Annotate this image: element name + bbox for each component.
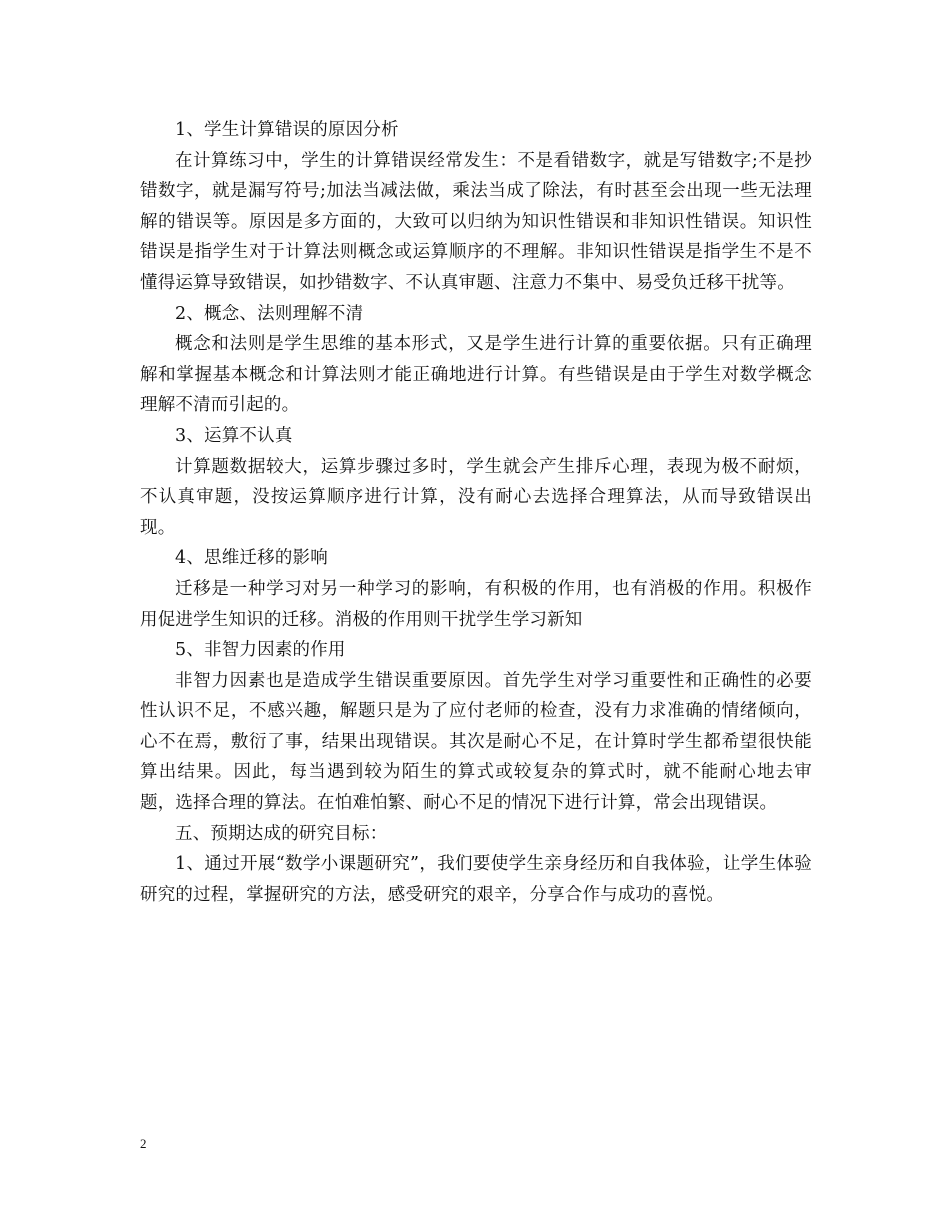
paragraph-concepts: 概念和法则是学生思维的基本形式，又是学生进行计算的重要依据。只有正确理解和掌握基本概念和计算法则才能正确地进行计算。有些错误是由于学生对数学概念理解不清而引起的。 xyxy=(140,334,812,416)
section-heading-carelessness: 3、运算不认真 xyxy=(175,425,293,446)
paragraph-error-causes: 在计算练习中，学生的计算错误经常发生：不是看错数字，就是写错数字;不是抄错数字，就是漏写符号;加法当减法做，乘法当成了除法，有时甚至会出现一些无法理解的错误等。原因是多方面的，大致可以归纳为知识性错误和非知识性错误。知识性错误是指学生对于计算法则概念或运算顺序的不理解。非知识性错误是指学生不是不懂得运算导致错误，如抄错数字、不认真审题、注意力不集中、易受负迁移干扰等。 xyxy=(140,150,812,293)
section-heading-transfer: 4、思维迁移的影响 xyxy=(175,548,328,569)
paragraph-non-intellectual: 非智力因素也是造成学生错误重要原因。首先学生对学习重要性和正确性的必要性认识不足，不感兴趣，解题只是为了应付老师的检查，没有力求准确的情绪倾向，心不在焉，敷衍了事，结果出现错误。其次是耐心不足，在计算时学生都希望很快能算出结果。因此，每当遇到较为陌生的算式或较复杂的算式时，就不能耐心地去审题，选择合理的算法。在怕难怕繁、耐心不足的情况下进行计算，常会出现错误。 xyxy=(140,670,812,814)
document-body xyxy=(140,115,812,910)
page-number: 2 xyxy=(140,1136,147,1151)
section-heading-non-intellectual: 5、非智力因素的作用 xyxy=(175,640,346,661)
paragraph-transfer: 迁移是一种学习对另一种学习的影响，有积极的作用，也有消极的作用。积极作用促进学生知识的迁移。消极的作用则干扰学生学习新知 xyxy=(140,578,812,630)
section-heading-error-causes: 1、学生计算错误的原因分析 xyxy=(175,120,399,140)
section-heading-research-goals: 五、预期达成的研究目标： xyxy=(175,823,388,844)
section-heading-concepts: 2、概念、法则理解不清 xyxy=(175,303,364,324)
paragraph-carelessness: 计算题数据较大，运算步骤过多时，学生就会产生排斥心理，表现为极不耐烦，不认真审题，没按运算顺序进行计算，没有耐心去选择合理算法，从而导致错误出现。 xyxy=(140,456,812,538)
paragraph-research-goals: 1、通过开展“数学小课题研究”，我们要使学生亲身经历和自我体验，让学生体验研究的过程，掌握研究的方法，感受研究的艰辛，分享合作与成功的喜悦。 xyxy=(140,854,812,905)
